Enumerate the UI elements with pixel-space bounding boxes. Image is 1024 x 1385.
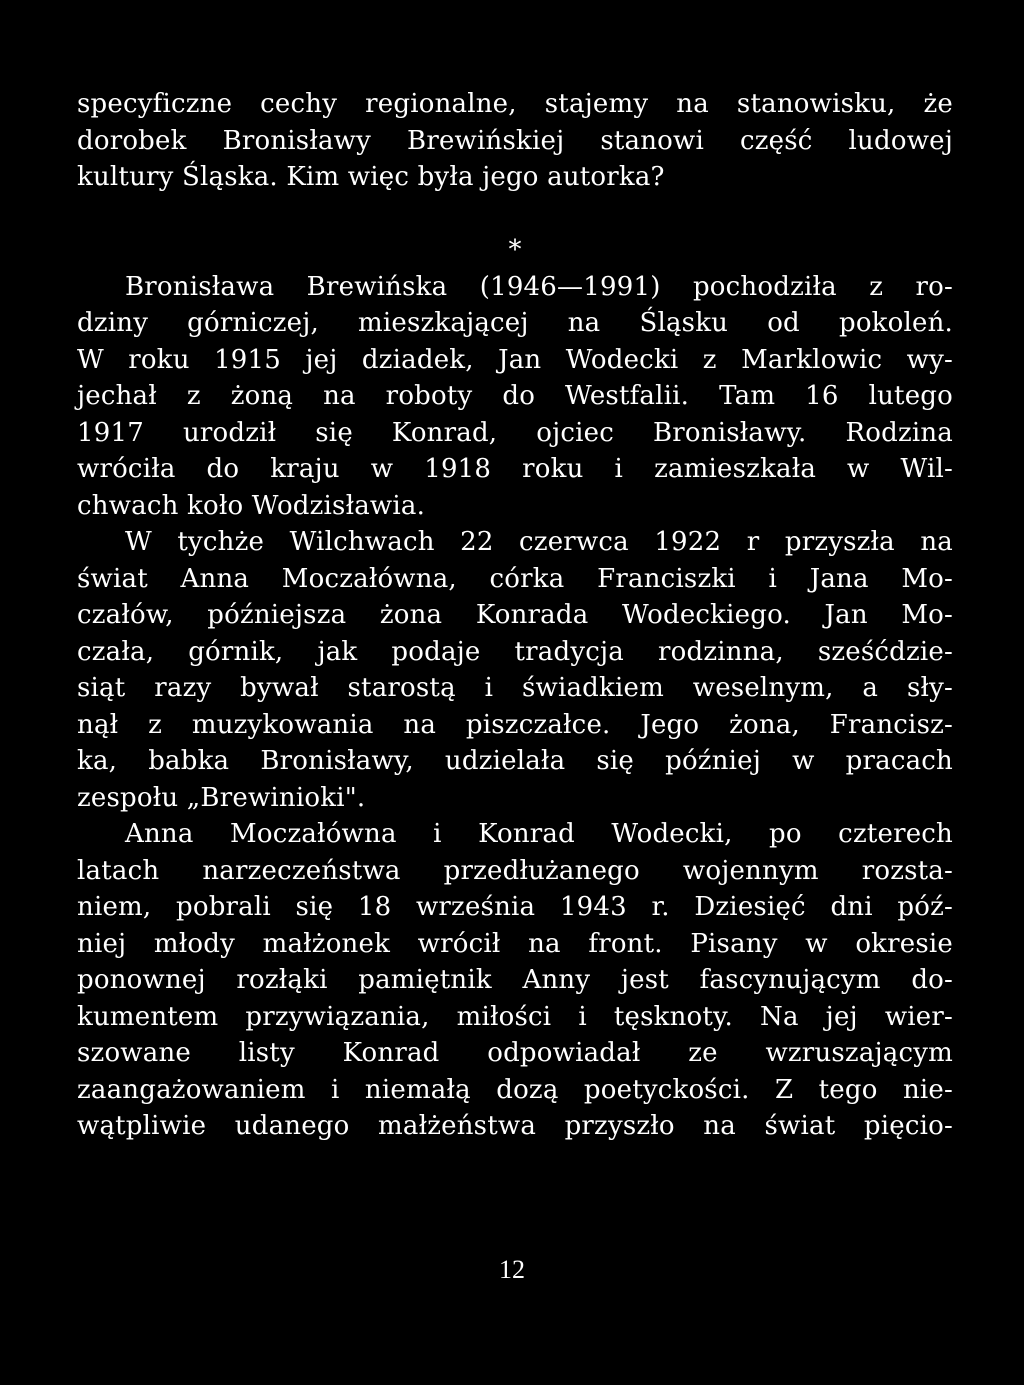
text-line: niem, pobrali się 18 września 1943 r. Dziesięć dni póź- <box>77 892 953 922</box>
text-line: zaangażowaniem i niemałą dozą poetyckości. Z tego nie- <box>77 1074 953 1105</box>
text-line: wątpliwie udanego małżeństwa przyszło na świat pięcio- <box>77 1111 953 1141</box>
paragraph-3 <box>77 524 953 816</box>
text-line: ponownej rozłąki pamiętnik Anny jest fascynującym do- <box>77 965 953 995</box>
text-line: latach narzeczeństwa przedłużanego wojennym rozsta- <box>77 855 953 886</box>
text-line: zespołu „Brewinioki". <box>77 782 366 813</box>
text-line: Anna Moczałówna i Konrad Wodecki, po czterech <box>125 819 953 849</box>
paragraph-4 <box>77 816 953 1145</box>
paragraph-2 <box>77 269 953 525</box>
text-line: dziny górniczej, mieszkającej na Śląsku od pokoleń. <box>77 308 953 338</box>
asterisk-separator: * <box>508 234 522 265</box>
text-line: chwach koło Wodzisławia. <box>77 490 426 521</box>
text-line: siąt razy bywał starostą i świadkiem weselnym, a sły- <box>77 673 953 703</box>
text-line: niej młody małżonek wrócił na front. Pisany w okresie <box>77 928 953 959</box>
paragraph-1 <box>77 86 953 196</box>
text-line: czała, górnik, jak podaje tradycja rodzinna, sześćdzie- <box>77 636 953 667</box>
text-line: wróciła do kraju w 1918 roku i zamieszkała w Wil- <box>77 454 953 484</box>
page-body <box>77 86 953 1145</box>
text-line: dorobek Bronisławy Brewińskiej stanowi część ludowej <box>77 125 953 156</box>
text-line: Bronisława Brewińska (1946—1991) pochodziła z ro- <box>125 271 953 302</box>
text-line: świat Anna Moczałówna, córka Franciszki i Jana Mo- <box>77 563 953 594</box>
text-line: ka, babka Bronisławy, udzielała się później w pracach <box>77 746 953 776</box>
text-line: kultury Śląska. Kim więc była jego autorka? <box>77 162 665 192</box>
text-line: jechał z żoną na roboty do Westfalii. Tam 16 lutego <box>77 381 953 411</box>
page-number: 12 <box>499 1255 525 1284</box>
text-line: nął z muzykowania na piszczałce. Jego żona, Francisz- <box>77 709 953 740</box>
text-line: W roku 1915 jej dziadek, Jan Wodecki z Marklowic wy- <box>77 344 953 375</box>
text-line: W tychże Wilchwach 22 czerwca 1922 r przyszła na <box>125 527 953 557</box>
text-line: 1917 urodził się Konrad, ojciec Bronisławy. Rodzina <box>77 417 953 448</box>
text-line: czałów, późniejsza żona Konrada Wodeckiego. Jan Mo- <box>77 600 953 630</box>
text-line: kumentem przywiązania, miłości i tęsknoty. Na jej wier- <box>77 1001 953 1032</box>
text-line: specyficzne cechy regionalne, stajemy na stanowisku, że <box>77 89 953 119</box>
text-line: szowane listy Konrad odpowiadał ze wzruszającym <box>77 1038 953 1068</box>
